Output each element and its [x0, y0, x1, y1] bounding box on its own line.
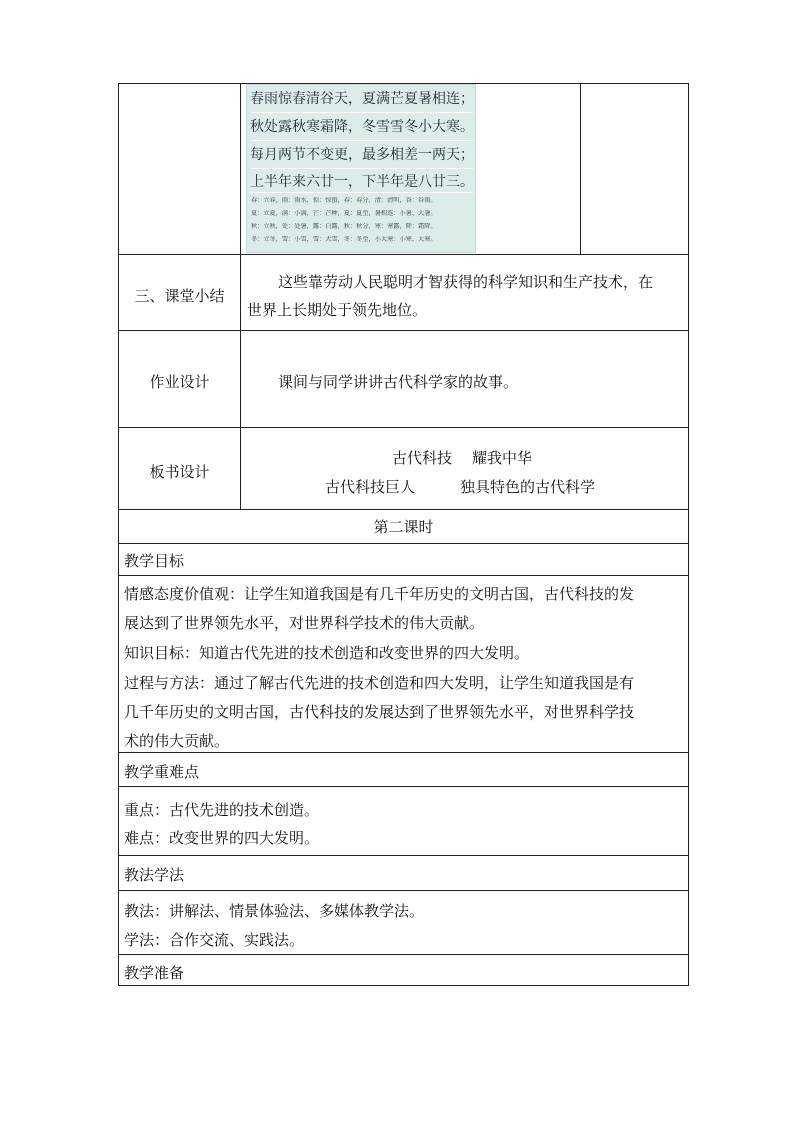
board-title-b: 耀我中华 — [472, 449, 533, 467]
row-border — [118, 330, 689, 331]
row-border — [118, 954, 689, 955]
methods-line: 学法：合作交流、实践法。 — [124, 931, 305, 949]
poem-note: 秋：立秋，处：处暑，露：白露，秋：秋分，寒：寒露，降：霜降。 — [251, 223, 437, 230]
goals-line: 知识目标：知道古代先进的技术创造和改变世界的四大发明。 — [124, 644, 530, 662]
poem-divider — [251, 140, 473, 141]
poem-divider — [251, 192, 473, 193]
row-border — [118, 575, 689, 576]
table-bottom-border — [118, 985, 689, 986]
poem-note: 冬：立冬，雪：小雪，雪：大雪，冬：冬至，小大寒：小寒、大寒。 — [251, 236, 437, 243]
row1-divider-b — [580, 83, 581, 254]
methods-line: 教法：讲解法、情景体验法、多媒体教学法。 — [124, 902, 425, 920]
poem-line: 秋处露秋寒霜降，冬雪雪冬小大寒。 — [250, 119, 474, 135]
goals-line: 术的伟大贡献。 — [124, 732, 230, 750]
board-sub-b: 独具特色的古代科学 — [460, 478, 596, 496]
goals-heading: 教学目标 — [124, 552, 185, 570]
goals-line: 情感态度价值观：让学生知道我国是有几千年历史的文明古国，古代科技的发 — [124, 585, 635, 603]
poem-divider — [251, 112, 473, 113]
summary-label: 三、课堂小结 — [134, 287, 225, 305]
key-points-heading: 教学重难点 — [124, 763, 200, 781]
row-border — [118, 786, 689, 787]
row-border — [118, 855, 689, 856]
key-points-line: 重点：古代先进的技术创造。 — [124, 801, 320, 819]
poem-note: 春：立春，雨：雨水，惊：惊蛰，春：春分，清：清明，谷：谷雨。 — [251, 197, 437, 204]
poem-divider — [251, 168, 473, 169]
solar-terms-poem-image — [246, 84, 476, 253]
lesson2-heading: 第二课时 — [373, 518, 434, 536]
poem-note: 夏：立夏，满：小满，芒：芒种，夏：夏至，暑相连：小暑、大暑。 — [251, 210, 437, 217]
row-border — [118, 509, 689, 510]
poem-line: 春雨惊春清谷天，夏满芒夏暑相连； — [250, 91, 474, 107]
row-border — [118, 254, 689, 255]
goals-line: 过程与方法：通过了解古代先进的技术创造和四大发明，让学生知道我国是有 — [124, 674, 635, 692]
key-points-line: 难点：改变世界的四大发明。 — [124, 829, 320, 847]
board-label: 板书设计 — [149, 463, 210, 481]
board-title-a: 古代科技 — [392, 449, 453, 467]
row-border — [118, 543, 689, 544]
goals-line: 展达到了世界领先水平，对世界科学技术的伟大贡献。 — [124, 614, 485, 632]
row-border — [118, 752, 689, 753]
board-sub-a: 古代科技巨人 — [325, 478, 416, 496]
row-border — [118, 890, 689, 891]
poem-line: 上半年来六廿一，下半年是八廿三。 — [250, 174, 474, 190]
homework-label: 作业设计 — [149, 373, 210, 391]
poem-line: 每月两节不变更，最多相差一两天； — [250, 147, 474, 163]
homework-text: 课间与同学讲讲古代科学家的故事。 — [278, 373, 519, 391]
preparation-heading: 教学准备 — [124, 964, 185, 982]
row-border — [118, 427, 689, 428]
goals-line: 几千年历史的文明古国，古代科技的发展达到了世界领先水平，对世界科学技 — [124, 703, 635, 721]
methods-heading: 教法学法 — [124, 866, 185, 884]
summary-text-line2: 世界上长期处于领先地位。 — [247, 301, 428, 319]
summary-text-line1: 这些靠劳动人民聪明才智获得的科学知识和生产技术，在 — [278, 273, 654, 291]
row1-divider-a — [240, 83, 241, 509]
